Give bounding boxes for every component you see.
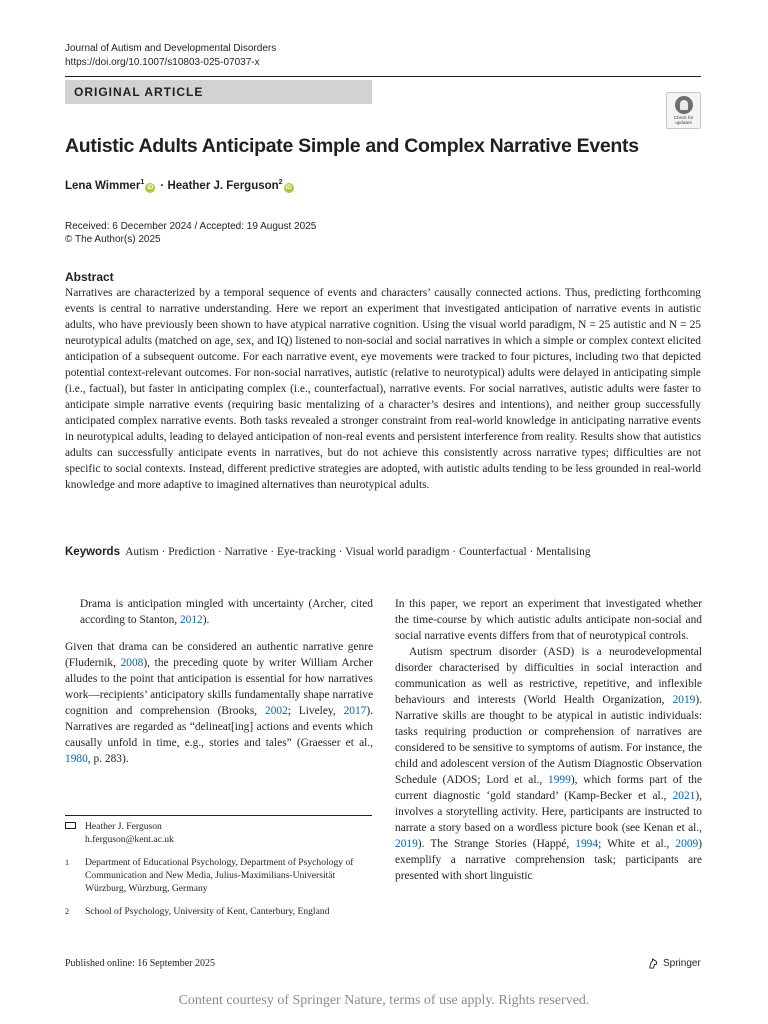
author-affiliation-mark: 2 xyxy=(278,179,283,187)
affiliation-text: School of Psychology, University of Kent, Canterbury, England xyxy=(85,906,330,917)
author-separator: · xyxy=(160,180,165,192)
affiliation-mark: 1 xyxy=(65,858,69,867)
courtesy-notice: Content courtesy of Springer Nature, terms of use apply. Rights reserved. xyxy=(178,993,590,1008)
citation-link[interactable]: 2019 xyxy=(395,838,418,850)
author-name[interactable]: Lena Wimmer xyxy=(65,180,141,192)
citation-link[interactable]: 2017 xyxy=(343,705,367,717)
article-title: Autistic Adults Anticipate Simple and Complex Narrative Events xyxy=(65,135,639,157)
journal-name: Journal of Autism and Developmental Disorders xyxy=(65,43,277,54)
abstract-text: Narratives are characterized by a temporal sequence of events and characters’ causally connected actions. Thus, predicting forthcoming events is central to narrative understanding. Here we report an experiment that investigated anticipation of narrative events in autistic adults, who have previously been shown to have atypical narrative cognition. Using the visual world paradigm, N = 25 autistic and N = 25 neurotypical adults (matched on age, sex, and IQ) listened to non-social and social narratives in which a simple or complex context elicited anticipation of a subsequent outcome. For each narrative event, eye movements were tracked to four pictures, including two that depicted potential context-relevant outcomes. For non-social narratives, autistic (relative to neurotypical) adults were delayed in anticipating simple (i.e., factual), but faster in anticipating complex (i.e., counterfactual), narrative events. For social narratives, autistic adults were faster to anticipate simple narrative events (requiring basic mentalizing of a character’s desires and intentions), and neither group successfully anticipated complex narrative events. Both tasks revealed a stronger constraint from real-world knowledge in anticipating narrative events in neurotypical adults, leading to delayed anticipation of non-real events and persistent interference from reality. Results show that autistics adults can successfully anticipate events in narratives, but do not achieve this consistently across narrative types; difficulties are not specific to social contexts. Instead, different predictive strategies are adopted, with autistic adults tending to be less grounded in real-world knowledge and more adaptive to imagined alternatives than neurotypical adults. xyxy=(65,287,701,491)
publisher-logo xyxy=(648,958,701,969)
keywords-list: Autism · Prediction · Narrative · Eye-tracking · Visual world paradigm · Counterfactual · Mentalising xyxy=(125,546,591,558)
check-updates-label: Check for updates xyxy=(673,115,694,125)
citation-link[interactable]: 2019 xyxy=(672,694,696,706)
springer-horse-icon xyxy=(648,958,659,969)
corresponding-author xyxy=(65,820,373,846)
citation-link[interactable]: 2021 xyxy=(672,790,696,802)
article-type-banner: ORIGINAL ARTICLE xyxy=(65,80,372,104)
corresponding-email[interactable]: h.ferguson@kent.ac.uk xyxy=(85,834,174,845)
citation-link[interactable]: 2009 xyxy=(675,838,699,850)
abstract-section xyxy=(65,270,701,493)
citation-link[interactable]: 2002 xyxy=(265,705,288,717)
citation-link[interactable]: 1994 xyxy=(575,838,599,850)
orcid-icon[interactable]: iD xyxy=(285,185,292,191)
author-name[interactable]: Heather J. Ferguson xyxy=(167,180,279,192)
abstract-heading: Abstract xyxy=(65,270,114,284)
author-affiliation-mark: 1 xyxy=(140,179,145,187)
intro-paragraph: Given that drama can be considered an authentic narrative genre (Fludernik, 2008), the preceding quote by writer William Archer alludes to the point that anticipation is essential for how narratives work—recipients’ anticipatory skills fundamentally shape narrative cognition and comprehension (Brooks, 2002; Liveley, 2017). Narratives are regarded as “delineat[ing] actions and events which causally unfold in time, e.g., stories and tales” (Graesser et al., 1980, p. 283). xyxy=(65,641,373,765)
footnotes xyxy=(65,820,373,928)
orcid-icon[interactable]: iD xyxy=(147,185,154,191)
citation-link[interactable]: 2012 xyxy=(179,614,203,626)
author-list xyxy=(65,180,296,193)
keywords-label: Keywords xyxy=(65,546,120,558)
epigraph: Drama is anticipation mingled with uncertainty (Archer, cited according to Stanton, 2012). xyxy=(80,598,373,626)
article-dates xyxy=(65,220,316,246)
right-column xyxy=(395,596,702,884)
citation-link[interactable]: 1999 xyxy=(548,774,571,786)
keywords-section xyxy=(65,544,705,560)
footnote-divider xyxy=(65,815,372,816)
received-accepted: Received: 6 December 2024 / Accepted: 19 August 2025 xyxy=(65,221,317,232)
body-paragraph: Autism spectrum disorder (ASD) is a neurodevelopmental disorder characterised by difficulties in social interaction and communication as well as restrictive, repetitive, and inflexible behaviours and interests (World Health Organization, 2019). Narrative skills are thought to be atypical in autistic individuals: tasks requiring production or comprehension of narratives are considered to be sensitive to symptoms of autism. For instance, the child and adolescent version of the Autism Diagnostic Observation Schedule (ADOS; Lord et al., 1999), which forms part of the current diagnostic ‘gold standard’ (Kamp-Becker et al., 2021), involves a storytelling activity. Here, participants are instructed to narrate a story based on a wordless picture book (see Kenan et al., 2019). The Strange Stories (Happé, 1994; White et al., 2009) exemplify a narrative comprehension task; participants are presented with short linguistic xyxy=(395,646,702,882)
body-paragraph: In this paper, we report an experiment that investigated whether the time-course by which autistic adults anticipate non-social and social narrative events differs from that of neurotypical controls. xyxy=(395,598,702,642)
corresponding-name: Heather J. Ferguson xyxy=(85,821,162,832)
check-for-updates-button[interactable] xyxy=(666,92,701,129)
copyright: © The Author(s) 2025 xyxy=(65,234,161,245)
affiliation xyxy=(65,905,373,918)
citation-link[interactable]: 2008 xyxy=(120,657,144,669)
publisher-name: Springer xyxy=(663,958,701,969)
citation-link[interactable]: 1980 xyxy=(65,753,88,765)
doi-link[interactable]: https://doi.org/10.1007/s10803-025-07037-x xyxy=(65,57,260,68)
envelope-icon xyxy=(65,822,76,829)
journal-header xyxy=(65,42,705,70)
affiliation xyxy=(65,856,373,895)
affiliation-mark: 2 xyxy=(65,907,69,916)
published-date: Published online: 16 September 2025 xyxy=(65,958,215,969)
header-divider xyxy=(65,76,701,77)
affiliation-text: Department of Educational Psychology, Department of Psychology of Communication and New Media, Julius-Maximilians-Universität Würzburg, Würzburg, Germany xyxy=(85,857,354,894)
left-column xyxy=(65,596,373,767)
check-updates-icon xyxy=(675,96,693,114)
